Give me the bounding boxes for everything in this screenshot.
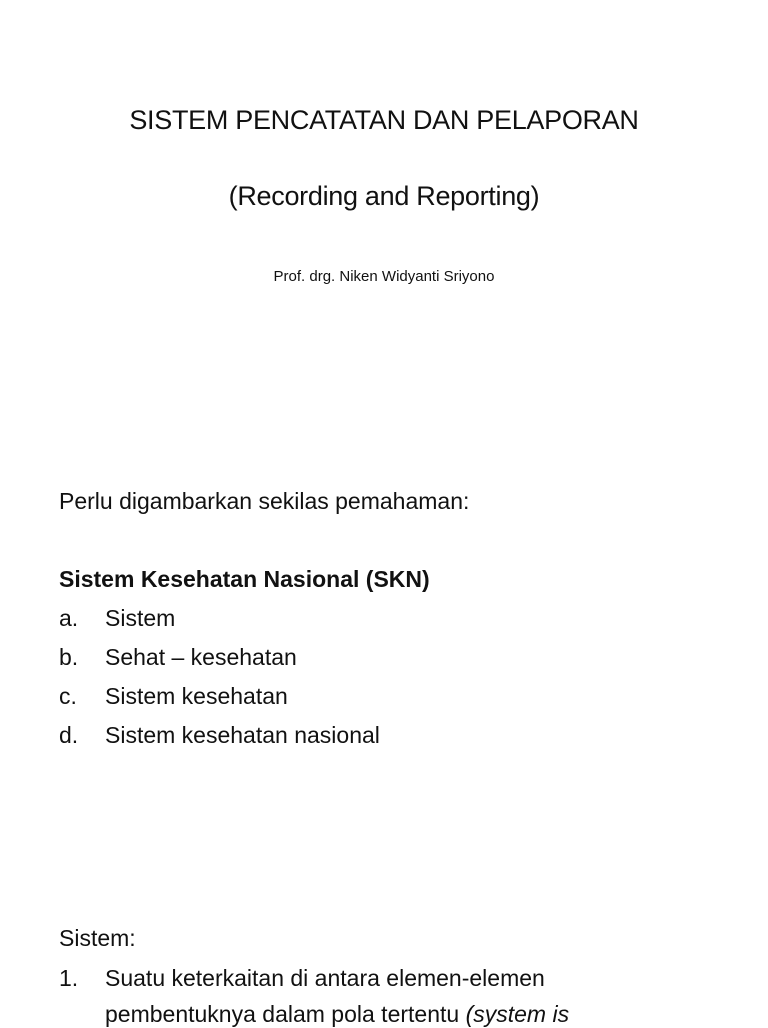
- list-label: Sistem kesehatan: [105, 683, 288, 709]
- list-marker: c.: [59, 683, 77, 709]
- list-marker: 1.: [59, 965, 79, 991]
- list-marker: b.: [59, 644, 79, 670]
- intro-text: Perlu digambarkan sekilas pemahaman:: [59, 488, 470, 514]
- list-label: Sistem: [105, 605, 176, 631]
- definition-text: pembentuknya dalam pola tertentu: [105, 1001, 466, 1027]
- definition-line: Suatu keterkaitan di antara elemen-elemen: [105, 965, 545, 991]
- list-label: Sistem kesehatan nasional: [105, 722, 380, 748]
- list-marker: a.: [59, 605, 79, 631]
- list-label: Sehat – kesehatan: [105, 644, 297, 670]
- author-name: Prof. drg. Niken Widyanti Sriyono: [273, 268, 495, 285]
- list-marker: d.: [59, 722, 79, 748]
- document-title: SISTEM PENCATATAN DAN PELAPORAN: [129, 105, 639, 135]
- sistem-heading: Sistem:: [59, 925, 136, 951]
- skn-heading: Sistem Kesehatan Nasional (SKN): [59, 566, 430, 592]
- document-subtitle: (Recording and Reporting): [228, 181, 540, 211]
- definition-italic-text: (system is: [465, 1001, 570, 1027]
